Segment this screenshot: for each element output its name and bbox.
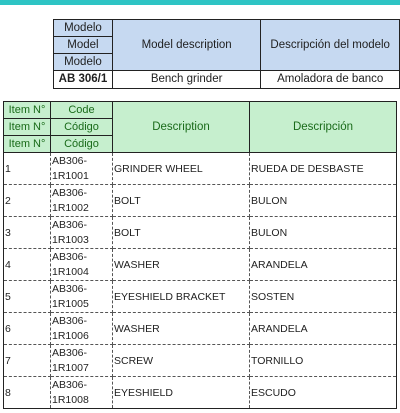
item-code: AB306- 1R1004 xyxy=(51,249,113,281)
item-description-es: ARANDELA xyxy=(250,249,397,281)
item-code: AB306- 1R1001 xyxy=(51,153,113,185)
item-code: AB306- 1R1007 xyxy=(51,345,113,377)
item-description-en: GRINDER WHEEL xyxy=(113,153,250,185)
description-header: Description xyxy=(113,102,250,153)
model-description-header-es: Descripción del modelo xyxy=(261,20,400,71)
item-description-en: WASHER xyxy=(113,313,250,345)
item-number: 3 xyxy=(4,217,51,249)
table-row xyxy=(4,185,397,217)
item-description-es: BULON xyxy=(250,217,397,249)
code-header-1: Code xyxy=(51,102,113,119)
model-description-es: Amoladora de banco xyxy=(261,71,400,89)
item-code: AB306- 1R1003 xyxy=(51,217,113,249)
item-header-1: Item N° xyxy=(4,102,51,119)
item-description-en: EYESHIELD xyxy=(113,377,250,409)
table-row xyxy=(4,345,397,377)
items-table xyxy=(3,101,397,409)
item-description-es: TORNILLO xyxy=(250,345,397,377)
item-code: AB306- 1R1008 xyxy=(51,377,113,409)
item-description-es: ARANDELA xyxy=(250,313,397,345)
model-description-en: Bench grinder xyxy=(112,71,261,89)
item-number: 1 xyxy=(4,153,51,185)
table-row xyxy=(4,281,397,313)
table-row xyxy=(4,249,397,281)
top-accent-bar xyxy=(0,0,400,5)
model-label-pt: Modelo xyxy=(54,54,113,71)
item-header-2: Item N° xyxy=(4,119,51,136)
item-description-en: EYESHIELD BRACKET xyxy=(113,281,250,313)
code-header-3: Código xyxy=(51,136,113,153)
table-row xyxy=(4,153,397,185)
item-number: 8 xyxy=(4,377,51,409)
item-code: AB306- 1R1006 xyxy=(51,313,113,345)
table-row xyxy=(4,377,397,409)
item-description-en: SCREW xyxy=(113,345,250,377)
item-description-es: ESCUDO xyxy=(250,377,397,409)
table-row xyxy=(4,313,397,345)
item-description-es: RUEDA DE DESBASTE xyxy=(250,153,397,185)
item-number: 7 xyxy=(4,345,51,377)
item-description-en: WASHER xyxy=(113,249,250,281)
model-label-en: Model xyxy=(54,37,113,54)
item-description-es: SOSTEN xyxy=(250,281,397,313)
item-number: 2 xyxy=(4,185,51,217)
item-number: 6 xyxy=(4,313,51,345)
item-code: AB306- 1R1005 xyxy=(51,281,113,313)
item-number: 4 xyxy=(4,249,51,281)
table-row xyxy=(4,217,397,249)
descripcion-header: Descripción xyxy=(250,102,397,153)
item-number: 5 xyxy=(4,281,51,313)
model-description-header: Model description xyxy=(112,20,261,71)
item-code: AB306- 1R1002 xyxy=(51,185,113,217)
model-code: AB 306/1 xyxy=(54,71,113,89)
code-header-2: Código xyxy=(51,119,113,136)
item-header-3: Item N° xyxy=(4,136,51,153)
item-description-es: BULON xyxy=(250,185,397,217)
item-description-en: BOLT xyxy=(113,217,250,249)
item-description-en: BOLT xyxy=(113,185,250,217)
model-table xyxy=(53,19,400,89)
model-label-es: Modelo xyxy=(54,20,113,37)
